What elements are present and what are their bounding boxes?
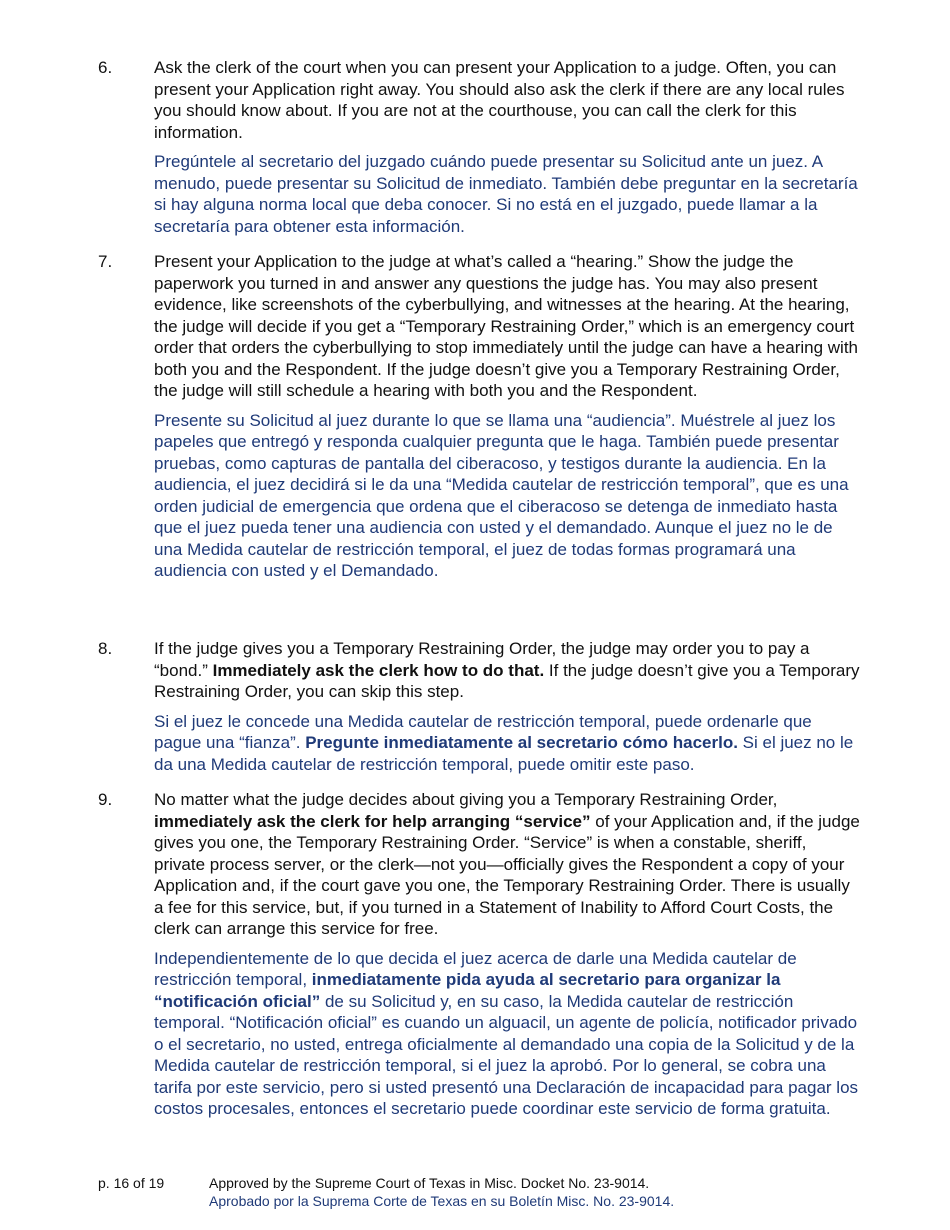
item-number: 6. <box>98 58 113 77</box>
item-number: 9. <box>98 790 113 809</box>
item-body <box>154 251 860 582</box>
english-paragraph: Present your Application to the judge at what’s called a “hearing.” Show the judge the paperwork you turned in and answer any questions the judge has. You may also present evidence, like screenshots of the cyberbullying, and witnesses at the hearing. At the hearing, the judge will decide if you get a “Temporary Restraining Order,” which is an emergency court order that orders the cyberbullying to stop immediately until the judge can have a hearing with both you and the Respondent. If the judge doesn’t give you a Temporary Restraining Order, the judge will still schedule a hearing with both you and the Respondent. <box>154 252 859 400</box>
page-number: p. 16 of 19 <box>98 1175 165 1191</box>
list-item-6 <box>98 57 868 237</box>
english-paragraph: If the judge gives you a Temporary Restraining Order, the judge may order you to pay a “bond.” Immediately ask the clerk how to do that. If the judge doesn’t give you a Temporary Restraining Order, you can skip this step. <box>154 639 860 701</box>
bold-instruction: inmediatamente pida ayuda al secretario para organizar la “notificación oficial” <box>154 970 781 1011</box>
list-item-7 <box>98 251 868 582</box>
spanish-paragraph: Pregúntele al secretario del juzgado cuándo puede presentar su Solicitud ante un juez. A menudo, puede presentar su Solicitud de inmediato. También debe preguntar en la secretaría si hay alguna norma local que deba conocer. Si no está en el juzgado, puede llamar a la secretaría para obtener esta información. <box>154 152 858 236</box>
item-number: 7. <box>98 252 113 271</box>
item-body <box>154 57 860 237</box>
bold-instruction: immediately ask the clerk for help arranging “service” <box>154 811 591 831</box>
list-item-9 <box>98 789 868 1120</box>
english-paragraph: Ask the clerk of the court when you can present your Application to a judge. Often, you can present your Application right away. You should also ask the clerk if there are any local rules you should know about. If you are not at the courthouse, you can call the clerk for this information. <box>154 58 845 142</box>
item-body <box>154 638 860 775</box>
spanish-paragraph: Independientemente de lo que decida el juez acerca de darle una Medida cautelar de restricción temporal, inmediatamente pida ayuda al secretario para organizar la “notificación oficial” de su Solicitud y, en su caso, la Medida cautelar de restricción temporal. “Notificación oficial” es cuando un alguacil, un agente de policía, notificador privado o el secretario, no usted, entrega oficialmente al demandado una copia de la Solicitud y de la Medida cautelar de restricción temporal, si el juez la aprobó. Por lo general, se cobra una tarifa por este servicio, pero si usted presentó una Declaración de incapacidad para pagar los costos procesales, entonces el secretario puede coordinar este servicio de forma gratuita. <box>154 948 859 1118</box>
approval-english: Approved by the Supreme Court of Texas in Misc. Docket No. 23-9014. <box>209 1175 650 1191</box>
list-item-8 <box>98 638 868 775</box>
spanish-paragraph: Si el juez le concede una Medida cautelar de restricción temporal, puede ordenarle que pague una “fianza”. Pregunte inmediatamente al secretario cómo hacerlo. Si el juez no le da una Medida cautelar de restricción temporal, puede omitir este paso. <box>154 711 854 774</box>
bold-instruction: Immediately ask the clerk how to do that. <box>212 660 545 680</box>
approval-spanish: Aprobado por la Suprema Corte de Texas en su Boletín Misc. No. 23-9014. <box>209 1193 675 1209</box>
spanish-paragraph: Presente su Solicitud al juez durante lo que se llama una “audiencia”. Muéstrele al juez los papeles que entregó y responda cualquier pregunta que le haga. También puede presentar pruebas, como capturas de pantalla del ciberacoso, y testigos durante la audiencia. En la audiencia, el juez decidirá si le da una “Medida cautelar de restricción temporal”, que es una orden judicial de emergencia que ordena que el ciberacoso se detenga de inmediato hasta que el juez pueda tener una audiencia con usted y el demandado. Aunque el juez no le de una Medida cautelar de restricción temporal, el juez de todas formas programará una audiencia con usted y el Demandado. <box>154 410 849 580</box>
bold-instruction: Pregunte inmediatamente al secretario cómo hacerlo. <box>305 733 738 752</box>
item-number: 8. <box>98 639 113 658</box>
approval-notice <box>209 1174 898 1210</box>
page-footer <box>98 1174 898 1210</box>
item-body <box>154 789 860 1120</box>
english-paragraph: No matter what the judge decides about giving you a Temporary Restraining Order, immediately ask the clerk for help arranging “service” of your Application and, if the judge gives you one, the Temporary Restraining Order. “Service” is when a constable, sheriff, private process server, or the clerk—not you—officially gives the Respondent a copy of your Application and, if the court gave you one, the Temporary Restraining Order. There is usually a fee for this service, but, if you turned in a Statement of Inability to Afford Court Costs, the clerk can arrange this service for free. <box>154 790 860 938</box>
